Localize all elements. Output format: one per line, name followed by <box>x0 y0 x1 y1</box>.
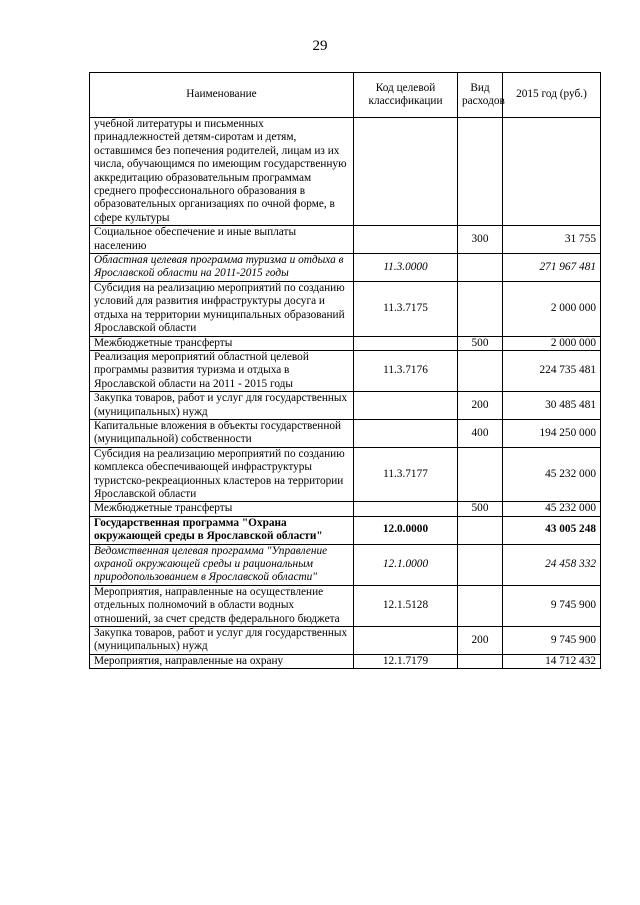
row-type-cell <box>458 447 503 502</box>
row-code-cell: 11.3.7177 <box>354 447 458 502</box>
row-name-cell: Закупка товаров, работ и услуг для государственных (муниципальных) нужд <box>90 392 354 420</box>
row-amount-cell: 45 232 000 <box>503 447 601 502</box>
row-amount-cell: 45 232 000 <box>503 502 601 516</box>
row-amount-cell: 2 000 000 <box>503 281 601 336</box>
table-body <box>90 118 601 669</box>
row-name-cell: Реализация мероприятий областной целевой программы развития туризма и отдыха в Ярославской области на 2011 - 2015 годы <box>90 350 354 391</box>
row-type-cell <box>458 350 503 391</box>
row-code-cell <box>354 336 458 350</box>
row-code-cell <box>354 392 458 420</box>
row-amount-cell: 224 735 481 <box>503 350 601 391</box>
row-amount-cell: 9 745 900 <box>503 585 601 626</box>
header-amount: 2015 год (руб.) <box>503 73 601 118</box>
row-name-cell: Закупка товаров, работ и услуг для государственных (муниципальных) нужд <box>90 627 354 655</box>
row-name-cell: Межбюджетные трансферты <box>90 336 354 350</box>
row-name-cell: Субсидия на реализацию мероприятий по созданию комплекса обеспечивающей инфраструктуры туристско-рекреационных кластеров на территории Ярославской области <box>90 447 354 502</box>
row-amount-cell <box>503 118 601 226</box>
row-amount-cell: 31 755 <box>503 226 601 254</box>
table-row <box>90 392 601 420</box>
row-amount-cell: 194 250 000 <box>503 419 601 447</box>
row-type-cell <box>458 281 503 336</box>
row-name-cell: Государственная программа "Охрана окружающей среды в Ярославской области" <box>90 516 354 544</box>
row-type-cell: 300 <box>458 226 503 254</box>
table-row <box>90 281 601 336</box>
row-type-cell <box>458 544 503 585</box>
page-number: 29 <box>312 38 328 54</box>
table-row <box>90 254 601 282</box>
row-type-cell: 500 <box>458 336 503 350</box>
row-name-cell: Капитальные вложения в объекты государственной (муниципальной) собственности <box>90 419 354 447</box>
row-type-cell: 500 <box>458 502 503 516</box>
header-code: Код целевой классификации <box>354 73 458 118</box>
table-row <box>90 585 601 626</box>
row-code-cell: 11.3.7176 <box>354 350 458 391</box>
row-name-cell: Социальное обеспечение и иные выплаты населению <box>90 226 354 254</box>
table-row <box>90 654 601 668</box>
row-type-cell: 200 <box>458 392 503 420</box>
row-code-cell <box>354 502 458 516</box>
row-name-cell: Межбюджетные трансферты <box>90 502 354 516</box>
row-amount-cell: 30 485 481 <box>503 392 601 420</box>
row-name-cell: Субсидия на реализацию мероприятий по созданию условий для развития инфраструктуры досуга и отдыха на территории муниципальных образований Ярославской области <box>90 281 354 336</box>
row-code-cell <box>354 419 458 447</box>
table-row <box>90 447 601 502</box>
row-code-cell <box>354 627 458 655</box>
row-type-cell <box>458 516 503 544</box>
header-type: Вид расходов <box>458 73 503 118</box>
table-header-row <box>90 73 601 118</box>
row-type-cell <box>458 654 503 668</box>
row-name-cell: Ведомственная целевая программа "Управление охраной окружающей среды и рациональным природопользованием в Ярославской области" <box>90 544 354 585</box>
table-row <box>90 516 601 544</box>
row-type-cell <box>458 254 503 282</box>
row-type-cell: 200 <box>458 627 503 655</box>
row-code-cell: 12.1.0000 <box>354 544 458 585</box>
row-code-cell: 12.1.5128 <box>354 585 458 626</box>
row-type-cell: 400 <box>458 419 503 447</box>
row-code-cell: 12.1.7179 <box>354 654 458 668</box>
row-code-cell: 11.3.7175 <box>354 281 458 336</box>
table-row <box>90 419 601 447</box>
row-code-cell: 12.0.0000 <box>354 516 458 544</box>
row-code-cell: 11.3.0000 <box>354 254 458 282</box>
row-code-cell <box>354 226 458 254</box>
table-row <box>90 544 601 585</box>
table-row <box>90 118 601 226</box>
row-type-cell <box>458 585 503 626</box>
table-row <box>90 336 601 350</box>
row-code-cell <box>354 118 458 226</box>
row-amount-cell: 14 712 432 <box>503 654 601 668</box>
row-amount-cell: 9 745 900 <box>503 627 601 655</box>
row-amount-cell: 43 005 248 <box>503 516 601 544</box>
table-row <box>90 502 601 516</box>
row-amount-cell: 271 967 481 <box>503 254 601 282</box>
row-type-cell <box>458 118 503 226</box>
table-row <box>90 627 601 655</box>
row-amount-cell: 2 000 000 <box>503 336 601 350</box>
row-name-cell: Мероприятия, направленные на осуществление отдельных полномочий в области водных отношений, за счет средств федерального бюджета <box>90 585 354 626</box>
row-name-cell: учебной литературы и письменных принадлежностей детям-сиротам и детям, оставшимся без попечения родителей, лицам из их числа, обучающимся по имеющим государственную аккредитацию образовательным программам среднего профессионального образования в образовательных организациях по очной форме, в сфере культуры <box>90 118 354 226</box>
row-name-cell: Мероприятия, направленные на охрану <box>90 654 354 668</box>
table-row <box>90 226 601 254</box>
budget-table <box>89 72 601 669</box>
header-name: Наименование <box>90 73 354 118</box>
table-row <box>90 350 601 391</box>
row-amount-cell: 24 458 332 <box>503 544 601 585</box>
row-name-cell: Областная целевая программа туризма и отдыха в Ярославской области на 2011-2015 годы <box>90 254 354 282</box>
